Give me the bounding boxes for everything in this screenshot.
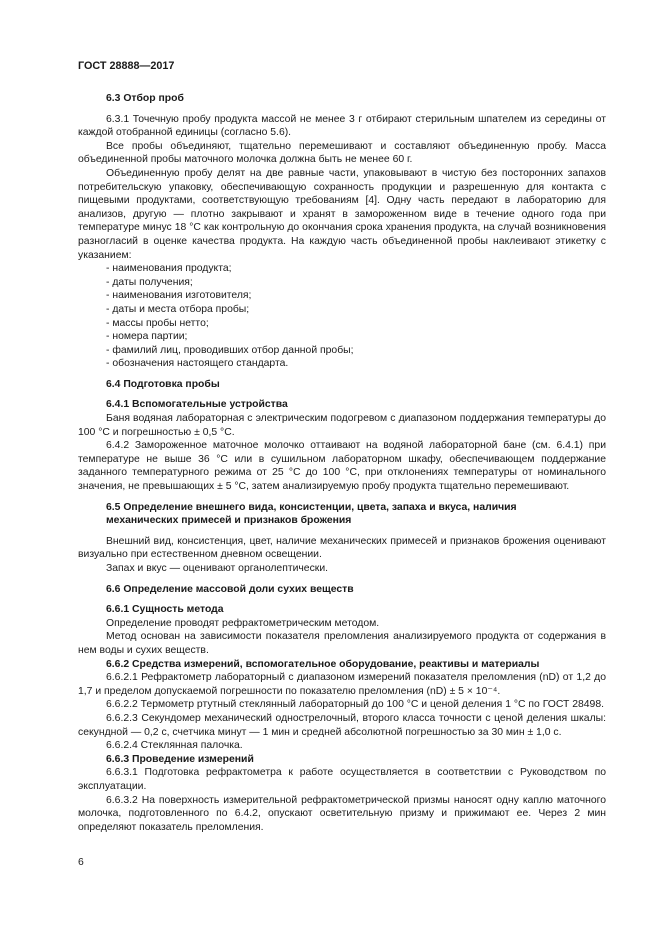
section-6-5-title-line-2: механических примесей и признаков брожения [106,515,352,527]
section-6-5-title-line-1: 6.5 Определение внешнего вида, консистенции, цвета, запаха и вкуса, наличия [106,501,517,513]
paragraph-6-6-2-1: 6.6.2.1 Рефрактометр лабораторный с диапазоном измерений показателя преломления (nD) от 1,2 до 1,7 и пределом допускаемой погрешности по показателю преломления (nD) ± 5 × 10⁻⁴. [78,672,606,697]
paragraph-6-4-1: Баня водяная лабораторная с электрическим подогревом с диапазоном поддержания температуры до 100 °С и погрешностью ± 0,5 °С. [78,413,606,438]
list-item: - наименования изготовителя; [106,290,252,302]
subsection-6-6-3-title: 6.6.3 Проведение измерений [106,753,254,765]
paragraph-6-6-1-b: Метод основан на зависимости показателя преломления анализируемого продукта от содержания в нем воды и сухих веществ. [78,631,606,656]
subsection-6-6-2-title: 6.6.2 Средства измерений, вспомогательное оборудование, реактивы и материалы [106,658,540,670]
paragraph-6-6-3-1: 6.6.3.1 Подготовка рефрактометра к работе осуществляется в соответствии с Руководством по эксплуатации. [78,767,606,792]
list-item: - фамилий лиц, проводивших отбор данной пробы; [106,344,354,356]
list-item: - даты получения; [106,276,193,288]
list-item: - массы пробы нетто; [106,317,209,329]
subsection-6-4-1-title: 6.4.1 Вспомогательные устройства [106,399,288,411]
paragraph-6-3-3: Объединенную пробу делят на две равные части, упаковывают в чистую без посторонних запахов потребительскую упаковку, обеспечивающую сохранность продукции и разрешенную для контакта с пищевыми продуктами, соответствующую требованиям [4]. Одну часть передают в лабораторию для анализов, другую — плотно закрывают и хранят в замороженном виде в течение одного года при температуре минус 18 °С как контрольную до окончания срока хранения продукта, на случай возникновения разногласий в оценке качества продукта. На каждую часть объединенной пробы наклеивают этикетку с указанием: [78,167,606,261]
paragraph-6-6-2-2: 6.6.2.2 Термометр ртутный стеклянный лабораторный до 100 °С и ценой деления 1 °С по ГОСТ 28498. [106,699,604,711]
list-item: - номера партии; [106,331,188,343]
page-number: 6 [78,857,84,868]
paragraph-6-3-1: 6.3.1 Точечную пробу продукта массой не менее 3 г отбирают стерильным шпателем из середины от каждой отобранной единицы (согласно 5.6). [78,113,606,139]
paragraph-6-4-2: 6.4.2 Замороженное маточное молочко оттаивают на водяной лабораторной бане (см. 6.4.1) при температуре не выше 36 °С или в сушильном лабораторном шкафу, обеспечивающем поддержание заданного температурного режима от 25 °С до 100 °С, при отклонениях температуры от номинального значения, не превышающих ± 5 °С, затем анализируемую пробу продукта тщательно перемешивают. [78,440,606,493]
section-6-4-title: 6.4 Подготовка пробы [106,378,220,390]
document-header: ГОСТ 28888—2017 [78,60,175,72]
paragraph-6-6-3-2: 6.6.3.2 На поверхность измерительной рефрактометрической призмы наносят одну каплю маточного молочка, подготовленного по 6.4.2, опускают осветительную призму и прижимают ее. Через 2 мин определяют показатель преломления. [78,794,606,833]
paragraph-6-5-1: Внешний вид, консистенция, цвет, наличие механических примесей и признаков брожения оценивают визуально при естественном дневном освещении. [78,535,606,561]
paragraph-6-6-1-a: Определение проводят рефрактометрическим методом. [106,617,380,629]
paragraph-6-3-2: Все пробы объединяют, тщательно перемешивают и составляют объединенную пробу. Масса объединенной пробы маточного молочка должна быть не менее 60 г. [78,140,606,166]
section-6-6-title: 6.6 Определение массовой доли сухих веществ [106,583,354,595]
paragraph-6-5-2: Запах и вкус — оценивают органолептически. [106,563,329,574]
label-list [78,262,606,371]
list-item: - обозначения настоящего стандарта. [106,358,289,370]
list-item: - наименования продукта; [106,263,232,275]
paragraph-6-6-2-4: 6.6.2.4 Стеклянная палочка. [106,740,243,752]
subsection-6-6-1-title: 6.6.1 Сущность метода [106,604,224,616]
paragraph-6-6-2-3: 6.6.2.3 Секундомер механический однострелочный, второго класса точности с ценой деления шкалы: секундной — 0,2 с, счетчика минут — 1 мин и средней абсолютной погрешностью за 30 мин ± 1,0 с. [78,712,606,738]
list-item: - даты и места отбора пробы; [106,303,250,315]
document-body [78,92,606,834]
section-6-3-title: 6.3 Отбор проб [106,93,184,104]
